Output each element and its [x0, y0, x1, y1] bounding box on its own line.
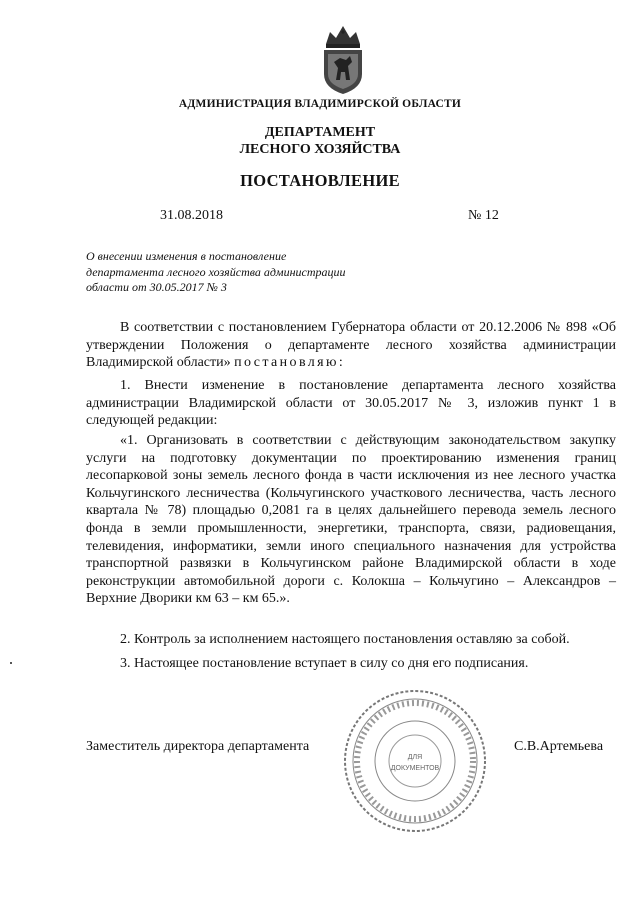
coat-of-arms-icon	[316, 24, 370, 96]
seal-stamp-icon	[340, 686, 490, 836]
paragraph-quoted-item: «1. Организовать в соответствии с действующим законодательством закупку услуги на подготовку документации по проектированию изменения границ лесопарковой зоны земель лесного фонда в части исключения из нее лесного участка Кольчугинского лесничества (Кольчугинского участкового лесничества, часть лесного квартала № 78) площадью 0,2081 га в целях дальнейшего перевода земель лесного фонда в земли промышленности, энергетики, транспорта, связи, радиовещания, телевидения, информатики, земли иного специального назначения для устройства транспортной развязки в Кольчугинском районе Владимирской области в ходе реконструкции автомобильной дороги с. Колокша – Кольчугино – Александров – Верхние Дворики км 63 – км 65.».	[86, 433, 616, 607]
seal-inner-line-1: ДЛЯ	[407, 754, 423, 761]
paragraph-preamble	[86, 319, 616, 372]
paragraph-item-3: 3. Настоящее постановление вступает в силу со дня его подписания.	[120, 656, 529, 671]
paragraph-item-1: 1. Внести изменение в постановление департамента лесного хозяйства администрации Владимирской области от 30.05.2017 № 3, изложив пункт 1 в следующей редакции:	[86, 378, 616, 429]
paragraph-item-2: 2. Контроль за исполнением настоящего постановления оставляю за собой.	[120, 632, 570, 647]
resolution-word: постановляю:	[234, 355, 346, 371]
document-number: № 12	[468, 208, 499, 223]
subject-line-1: О внесении изменения в постановление	[86, 249, 287, 263]
signatory-name: С.В.Артемьева	[514, 739, 604, 754]
subject-line-3: области от 30.05.2017 № 3	[86, 280, 227, 294]
document-date: 31.08.2018	[160, 208, 223, 223]
signatory-role: Заместитель директора департамента	[86, 739, 310, 754]
subject-block	[86, 249, 386, 296]
seal-inner-line-2: ДОКУМЕНТОВ	[390, 765, 440, 772]
department-line-1: ДЕПАРТАМЕНТ	[264, 125, 376, 140]
administration-name: АДМИНИСТРАЦИЯ ВЛАДИМИРСКОЙ ОБЛАСТИ	[178, 98, 462, 110]
subject-line-2: департамента лесного хозяйства администрации	[86, 264, 346, 279]
preamble-text: В соответствии с постановлением Губернатора области от 20.12.2006 № 898 «Об утверждении Положения о департаменте лесного хозяйства администрации Владимирской области»	[86, 320, 616, 371]
document-type: ПОСТАНОВЛЕНИЕ	[240, 171, 400, 190]
department-line-2: ЛЕСНОГО ХОЗЯЙСТВА	[239, 142, 401, 157]
scan-speck	[10, 662, 12, 664]
department-name	[0, 124, 640, 158]
